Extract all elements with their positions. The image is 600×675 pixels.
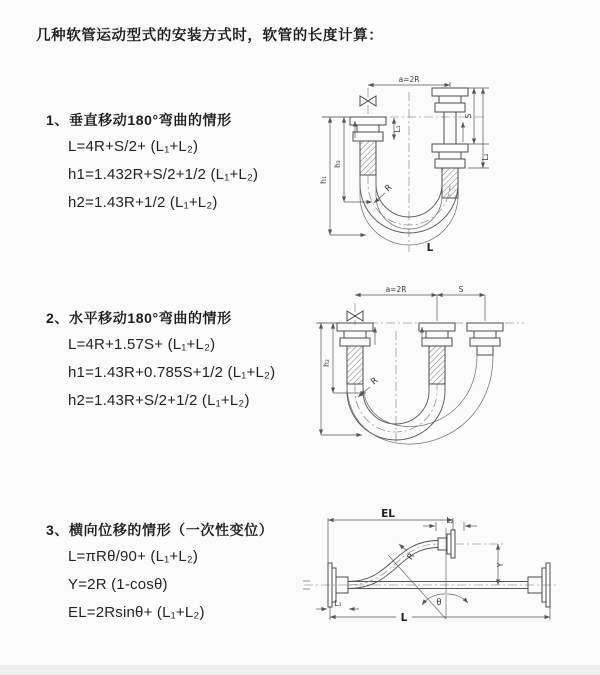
dimension-l1 (316, 599, 359, 609)
hose-u-bend (347, 355, 493, 444)
dim-label-theta: θ (436, 598, 442, 608)
dimension-l2 (481, 88, 490, 168)
dimension-l2 (423, 516, 477, 531)
dim-label-h2: h₂ (333, 160, 342, 168)
dimension-a2r (368, 75, 450, 87)
dimension-h1 (319, 117, 366, 235)
right-pipe-fitting-moved (467, 323, 503, 355)
section-3-formula-Y: Y=2R (1-cosθ) (68, 576, 168, 593)
middle-pipe-fitting (419, 323, 455, 384)
valve-icon (347, 311, 363, 321)
diagram-horizontal-180-bend (312, 283, 558, 452)
left-pipe-fitting (337, 323, 373, 384)
diagram-vertical-180-bend (308, 72, 548, 257)
scan-edge-strip (0, 665, 600, 675)
dim-label-l2: L₂ (481, 153, 490, 161)
dimension-s (437, 285, 485, 321)
section-1-formula-h1: h1=1.432R+S/2+1/2 (L₁+L₂) (68, 166, 259, 183)
dim-label-y: Y (496, 562, 505, 568)
section-3-formula-L: L=πRθ/90+ (L₁+L₂) (68, 548, 199, 565)
section-1-formula-L: L=4R+S/2+ (L₁+L₂) (68, 138, 199, 155)
dimension-l1 (393, 118, 402, 140)
dim-label-a2r: a=2R (398, 75, 420, 84)
left-pipe-fitting (350, 117, 386, 175)
centerlines (304, 544, 556, 585)
dim-label-h2: h₂ (322, 359, 331, 367)
dimension-l (330, 607, 550, 624)
section-2-formula-h2: h2=1.43R+S/2+1/2 (L₁+L₂) (68, 392, 250, 409)
dim-label-l: L (400, 612, 408, 624)
section-2-formula-L: L=4R+1.57S+ (L₁+L₂) (68, 336, 216, 353)
right-pipe-fitting (432, 88, 468, 198)
dim-label-l1: L₁ (334, 599, 342, 608)
dim-label-s: S (464, 113, 473, 119)
dim-label-r: R (405, 551, 418, 563)
upper-flange-moved (438, 530, 455, 558)
section-2-heading: 2、水平移动180°弯曲的情形 (46, 310, 232, 326)
dimension-y (496, 544, 505, 585)
dim-label-a2r: a=2R (385, 285, 407, 294)
dim-label-el: EL (381, 508, 395, 520)
dim-label-r: R (369, 375, 381, 388)
section-3-heading: 3、横向位移的情形（一次性变位） (46, 522, 274, 538)
dim-label-l1: L₁ (393, 125, 402, 133)
dim-label-h1: h₁ (319, 176, 328, 184)
section-1-formula-h2: h2=1.43R+1/2 (L₁+L₂) (68, 194, 218, 211)
dim-label-r: R (383, 182, 395, 195)
section-1-heading: 1、垂直移动180°弯曲的情形 (46, 112, 232, 128)
dimension-a2r (355, 285, 437, 321)
document-title: 几种软管运动型式的安装方式时，软管的长度计算： (36, 28, 384, 44)
dim-label-l: L (426, 242, 434, 254)
dimension-el (328, 508, 453, 565)
dim-label-s: S (458, 285, 464, 294)
valve-icon (360, 96, 376, 106)
section-3-formula-EL: EL=2Rsinθ+ (L₁+L₂) (68, 604, 205, 621)
section-2-formula-h1: h1=1.43R+0.785S+1/2 (L₁+L₂) (68, 364, 276, 381)
centerlines (322, 88, 486, 252)
diagram-lateral-displacement (300, 505, 585, 650)
dim-label-l2: L₂ (446, 516, 454, 525)
